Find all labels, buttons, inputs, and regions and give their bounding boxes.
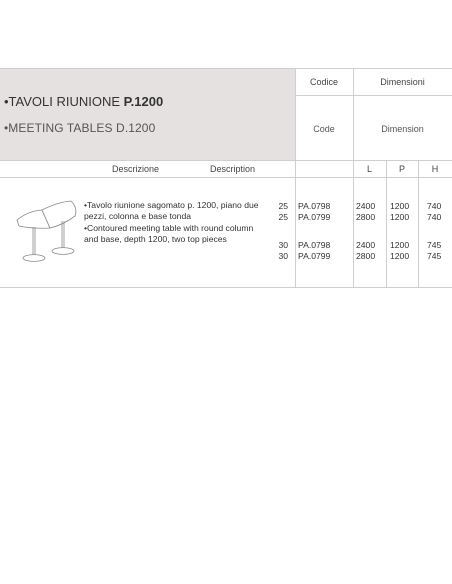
description-en: •Contoured meeting table with round column and base, depth 1200, two top pieces [84,223,254,244]
row-h: 745 [427,251,442,261]
row-qty: 30 [278,251,288,261]
column-header-bottom-border [0,177,452,178]
row-code: PA.0798 [298,240,331,250]
header-p: P [398,164,405,174]
row-code: PA.0799 [298,251,331,261]
header-bottom-border [0,160,452,161]
row-code: PA.0799 [298,212,331,222]
row-l: 2800 [356,251,376,261]
header-h: H [431,164,439,174]
row-qty: 25 [278,212,288,222]
column-divider-code [295,68,296,287]
header-dimension: Dimension [381,124,424,134]
product-family-title-it [4,94,163,109]
product-family-title-en: •MEETING TABLES D.1200 [4,121,156,135]
table-top-border [0,68,452,69]
title-it-bold: P.1200 [123,94,164,109]
meeting-table-drawing [14,198,80,268]
row-p: 1200 [390,201,410,211]
row-l: 2800 [356,212,376,222]
row-l: 2400 [356,201,376,211]
header-codice: Codice [309,77,338,87]
row-p: 1200 [390,240,410,250]
description-it: •Tavolo riunione sagomato p. 1200, piano due pezzi, colonna e base tonda [84,200,259,221]
header-description: Description [210,164,256,174]
row-h: 745 [427,240,442,250]
header-descrizione: Descrizione [112,164,160,174]
row-p: 1200 [390,212,410,222]
row-h: 740 [427,201,442,211]
column-divider-h [418,160,419,287]
row-l: 2400 [356,240,376,250]
column-divider-dimension [353,68,354,287]
row-code: PA.0798 [298,201,331,211]
header-code: Code [313,124,335,134]
row-h: 740 [427,212,442,222]
header-divider [295,95,452,96]
header-background [0,68,295,160]
row-qty: 25 [278,201,288,211]
title-it-prefix: •TAVOLI RIUNIONE [4,94,124,109]
row-p: 1200 [390,251,410,261]
header-dimensioni: Dimensioni [380,77,425,87]
column-divider-p [386,160,387,287]
table-bottom-border [0,287,452,288]
header-l: L [366,164,372,174]
row-qty: 30 [278,240,288,250]
product-description [84,200,268,245]
